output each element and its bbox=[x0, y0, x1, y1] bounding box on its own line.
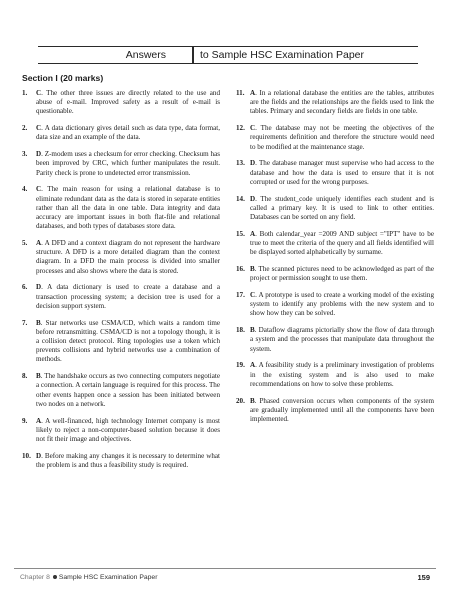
answer-explanation: . A feasibility study is a preliminary investigation of problems in the existing system and is also used to make recommendations on how to solve these problems. bbox=[250, 361, 434, 388]
page-header bbox=[38, 46, 418, 64]
answer-explanation: . A prototype is used to create a working model of the existing system to identify any problems with the new system and to show how they can be solved. bbox=[250, 291, 434, 318]
answer-letter: B bbox=[36, 372, 41, 381]
answer-item bbox=[22, 185, 220, 231]
answer-explanation: . Dataflow diagrams pictorially show the flow of data through a system and the processes that manipulate data throughout the system. bbox=[250, 326, 434, 353]
answer-letter: B bbox=[36, 318, 41, 327]
answer-number: 8. bbox=[22, 372, 28, 381]
answer-explanation: . A data dictionary gives detail such as data type, data format, data size and an example of the data. bbox=[36, 124, 220, 142]
footer-divider bbox=[14, 568, 436, 569]
answer-number: 9. bbox=[22, 416, 28, 425]
answer-explanation: . In a relational database the entities are the tables, attributes are the fields and the relationships are the fields used to link the tables. Primary and secondary fields are fields in one table. bbox=[250, 89, 434, 116]
answer-explanation: . Both calendar_year =2009 AND subject ="IPT" have to be true to meet the criteria of the query and all fields identified will be displayed sorted alphabetically by surname. bbox=[250, 229, 434, 257]
answer-item bbox=[236, 265, 434, 283]
answer-item bbox=[22, 372, 220, 409]
answer-number: 19. bbox=[236, 361, 245, 370]
answer-explanation: . The handshake occurs as two connecting computers negotiate a connection. A certain language is required for this process. The other events happen once a session has been initiated between two nodes on a network. bbox=[36, 372, 220, 408]
answer-number: 18. bbox=[236, 326, 245, 335]
answers-column-right bbox=[236, 89, 434, 432]
answer-explanation: . A DFD and a context diagram do not represent the hardware structure. A DFD is a more detailed diagram than the context diagram. In a DFD the main process is divided into smaller processes and also shows where the data is stored. bbox=[36, 239, 220, 275]
answer-letter: B bbox=[250, 326, 255, 335]
section-heading: Section I (20 marks) bbox=[22, 73, 104, 83]
answer-explanation: . The scanned pictures need to be acknowledged as part of the project or permission sought to use them. bbox=[250, 265, 434, 283]
answer-item bbox=[236, 326, 434, 354]
answer-number: 2. bbox=[22, 124, 28, 133]
answer-letter: A bbox=[36, 239, 42, 248]
answer-number: 7. bbox=[22, 318, 28, 327]
answer-letter: C bbox=[250, 124, 256, 133]
answer-item bbox=[22, 417, 220, 445]
answer-item bbox=[236, 230, 434, 258]
answers-column-left bbox=[22, 89, 220, 478]
answer-explanation: . The database manager must supervise who had access to the database and how the data is used to ensure that it is not corrupted or used for the wrong purposes. bbox=[250, 159, 434, 186]
answer-number: 15. bbox=[236, 229, 245, 238]
answer-letter: A bbox=[250, 89, 256, 97]
header-divider bbox=[192, 46, 194, 64]
answer-number: 13. bbox=[236, 159, 245, 168]
answer-letter: D bbox=[36, 283, 42, 292]
answer-explanation: . Z-modem uses a checksum for error checking. Checksum has been improved by CRC, which further manipulates the result. Parity check is prone to undetected error transmission. bbox=[36, 150, 220, 177]
answer-letter: A bbox=[250, 361, 256, 370]
answer-letter: D bbox=[36, 451, 42, 460]
answer-item bbox=[236, 195, 434, 223]
answer-item bbox=[22, 452, 220, 470]
answer-number: 16. bbox=[236, 265, 245, 274]
answer-explanation: . A data dictionary is used to create a database and a transaction processing system; a decision tree is used for a decision support system. bbox=[36, 283, 220, 310]
answer-number: 20. bbox=[236, 396, 245, 405]
bullet-dot-icon bbox=[53, 575, 57, 579]
answer-number: 3. bbox=[22, 150, 28, 159]
answer-letter: A bbox=[250, 229, 256, 238]
answer-explanation: . Before making any changes it is necessary to determine what the problem is and thus a feasibility study is required. bbox=[36, 451, 220, 470]
answer-explanation: . Phased conversion occurs when components of the system are gradually implemented until all the components have been implemented. bbox=[250, 396, 434, 424]
answer-number: 5. bbox=[22, 239, 28, 248]
answer-number: 4. bbox=[22, 185, 28, 194]
answer-explanation: . Star networks use CSMA/CD, which waits a random time before retransmitting. CSMA/CD is not a topology though, it is a collision detect protocol. Ring topologies use a token which prevents collisions and hybrid networks use a combination of methods. bbox=[36, 318, 220, 364]
answer-letter: D bbox=[36, 150, 42, 159]
answer-item bbox=[22, 124, 220, 142]
answer-item bbox=[22, 150, 220, 178]
page-number: 159 bbox=[417, 573, 430, 582]
answer-item bbox=[236, 159, 434, 187]
answer-item bbox=[236, 291, 434, 319]
answer-item bbox=[22, 319, 220, 365]
answer-item bbox=[236, 397, 434, 425]
footer-section-name: Sample HSC Examination Paper bbox=[58, 574, 158, 581]
answer-number: 14. bbox=[236, 194, 245, 203]
footer-label bbox=[20, 574, 157, 581]
answer-letter: A bbox=[36, 416, 42, 425]
answer-letter: B bbox=[250, 265, 255, 274]
answer-letter: C bbox=[36, 124, 42, 133]
answer-letter: C bbox=[36, 185, 42, 194]
answer-item bbox=[22, 239, 220, 276]
answer-explanation: . A well-financed, high technology Internet company is most likely to reject a non-computer-based solution because it does not fit their image and objectives. bbox=[36, 416, 220, 444]
answer-letter: C bbox=[250, 291, 256, 300]
answer-number: 11. bbox=[236, 89, 245, 97]
answer-item bbox=[236, 124, 434, 152]
answer-number: 12. bbox=[236, 124, 245, 133]
answer-explanation: . The other three issues are directly related to the use and abuse of e-mail. Improved safety as a result of e-mail is questionable. bbox=[36, 89, 220, 116]
answer-item bbox=[22, 89, 220, 117]
answer-item bbox=[22, 283, 220, 311]
header-title: to Sample HSC Examination Paper bbox=[200, 49, 364, 61]
footer-chapter: Chapter 8 bbox=[20, 574, 50, 581]
answer-number: 1. bbox=[22, 89, 28, 97]
answer-letter: B bbox=[250, 396, 255, 405]
answer-item bbox=[236, 361, 434, 389]
answer-explanation: . The main reason for using a relational database is to eliminate redundant data as the data is stored in separate entities rather than all the data in one table. Data integrity and data accuracy are important issues in both flat-file and relational databases, and both types of databases store data. bbox=[36, 185, 220, 231]
answer-letter: C bbox=[36, 89, 42, 97]
answer-item bbox=[236, 89, 434, 117]
answer-letter: D bbox=[250, 194, 256, 203]
answer-number: 6. bbox=[22, 283, 28, 292]
answer-explanation: . The student_code uniquely identifies each student and is called a primary key. It is used to link to other entities. Databases can be sorted on any field. bbox=[250, 194, 434, 222]
answer-explanation: . The database may not be meeting the objectives of the requirements definition and therefore the structure would need to be modified at the maintenance stage. bbox=[250, 124, 434, 151]
header-answers-label: Answers bbox=[125, 49, 166, 61]
answer-letter: D bbox=[250, 159, 256, 168]
answer-number: 10. bbox=[22, 451, 31, 460]
answer-number: 17. bbox=[236, 291, 245, 300]
